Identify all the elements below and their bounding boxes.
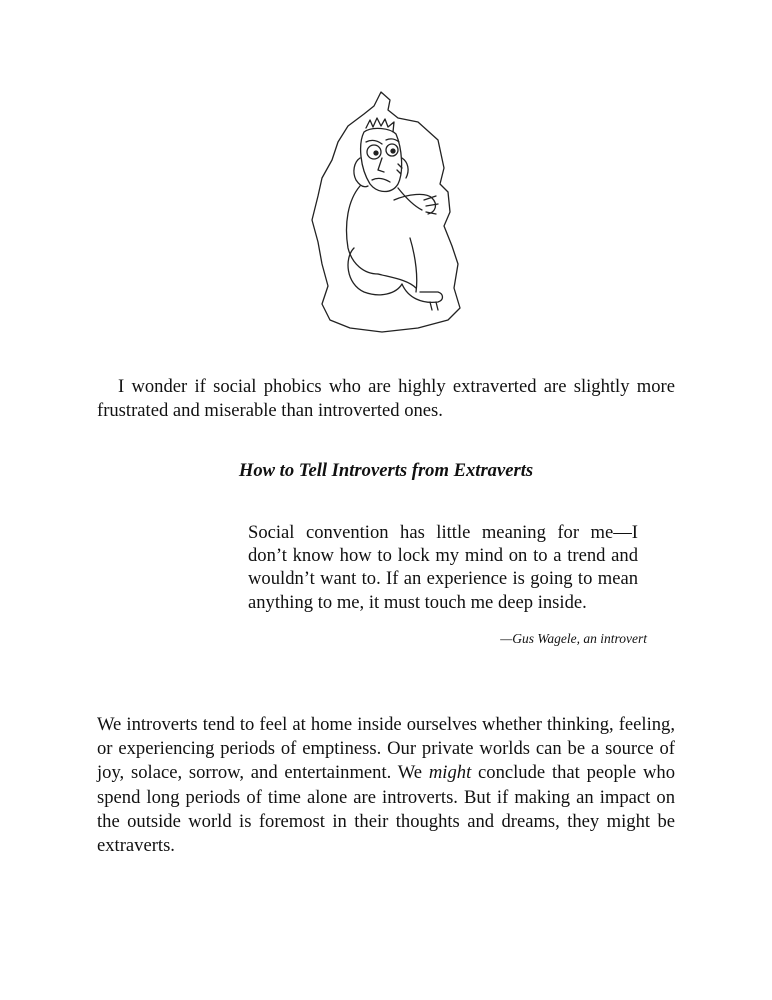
- paragraph-introverts-home: [97, 713, 675, 858]
- thigh: [378, 274, 416, 288]
- brow: [366, 140, 382, 144]
- paragraph-social-phobics: I wonder if social phobics who are highly extraverted are slightly more frustrated and miserable than introverted ones.: [97, 376, 675, 421]
- figure-drawing: [298, 88, 474, 336]
- paragraph-text-start: We introverts tend to feel at home inside ourselves whether thinking, feeling, or experiencing periods of emptiness. Our private worlds can be a source of joy, solace, sorrow, and entertainment. We: [97, 714, 675, 784]
- arm: [394, 194, 435, 214]
- hand-on-cheek: [354, 158, 368, 187]
- paragraph-text-end: conclude that people who spend long periods of time alone are introverts. But if making an impact on the outside world is foremost in their thoughts and dreams, they might be extraverts.: [97, 762, 675, 857]
- alcove-outline: [312, 92, 460, 332]
- toes: [430, 302, 438, 310]
- section-heading: How to Tell Introverts from Extraverts: [238, 460, 534, 481]
- brow: [386, 139, 399, 142]
- quote-attribution: —Gus Wagele, an introvert: [500, 631, 647, 646]
- quote-block: [248, 521, 647, 646]
- hand-on-cheek: [402, 158, 408, 178]
- nose: [378, 158, 384, 172]
- knee: [348, 248, 402, 295]
- torso: [398, 188, 422, 210]
- crouching-figure-illustration: [298, 88, 474, 336]
- torso: [347, 186, 379, 274]
- left-pupil: [374, 151, 378, 155]
- right-pupil: [391, 149, 395, 153]
- emphasis-might: might: [428, 762, 472, 784]
- foot: [402, 284, 443, 302]
- mouth: [372, 178, 390, 182]
- quote-text: Social convention has little meaning for me—I don’t know how to lock my mind on to a trend and wouldn’t want to. If an experience is going to mean anything to me, it must touch me deep inside.: [248, 522, 638, 613]
- fingers: [424, 196, 438, 214]
